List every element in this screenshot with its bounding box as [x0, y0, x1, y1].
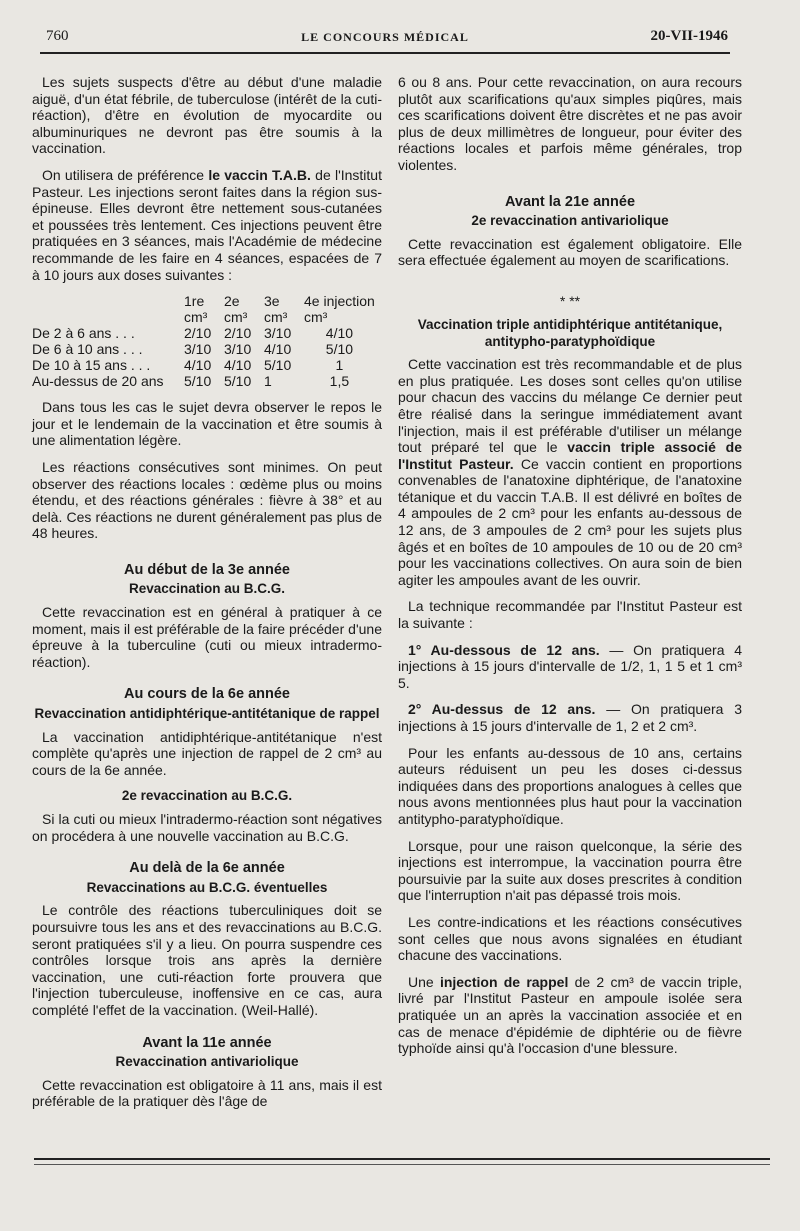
section-subtitle: 2e revaccination antivariolique: [471, 213, 669, 229]
table-header-row: cm³ cm³ cm³ cm³: [184, 309, 328, 326]
paragraph: Une injection de rappel de 2 cm³ de vaccin triple, livré par l'Institut Pasteur en ampoule isolée sera pratiquée un an après la vaccination associée et en cas de menace d'épidémie de diphtérie ou de fièvre typhoïde ainsi qu'à l'occasion d'une blessure.: [398, 973, 742, 1057]
paragraph: Les contre-indications et les réactions consécutives sont celles que nous avons signalées en étudiant chacune des vaccinations.: [398, 913, 742, 964]
table-row: Au-dessus de 20 ans 5/10 5/10 1 1,5: [32, 373, 350, 390]
paragraph: On utilisera de préférence le vaccin T.A.B. de l'Institut Pasteur. Les injections seront faites dans la région sus-épineuse. Elles devront être nettement sous-cutanées et poussées très lentement. Ces injections peuvent être pratiquées en 3 séances, mais l'Académie de médecine recommande de les faire en 4 séances, espacées de 7 à 10 jours aux doses suivantes :: [32, 166, 382, 283]
dose-table: [32, 293, 379, 389]
paragraph: 1° Au-dessous de 12 ans. — On pratiquera 4 injections à 15 jours d'intervalle de 1/2, 1, 1 5 et 1 cm³ 5.: [398, 641, 742, 691]
table-row: De 6 à 10 ans . . . 3/10 3/10 4/10 5/10: [32, 341, 354, 358]
section-title: Vaccination triple antidiphtérique antitétanique, antitypho-paratyphoïdique: [417, 316, 723, 349]
table-row: De 10 à 15 ans . . . 4/10 4/10 5/10 1: [32, 357, 344, 374]
paragraph: Les réactions consécutives sont minimes. On peut observer des réactions locales : œdème plus ou moins étendu, et des réactions générales : fièvre à 38° et au delà. Ces réactions ne durent généralement pas plus de 48 heures.: [32, 458, 382, 542]
paragraph: Lorsque, pour une raison quelconque, la série des injections est interrompue, la vaccination pourra être poursuivie par la suite aux doses prescrites à condition que l'interruption n'ait pas dépassé trois mois.: [398, 837, 742, 904]
paragraph: 2° Au-dessus de 12 ans. — On pratiquera 3 injections à 15 jours d'intervalle de 1, 2 et 2 cm³.: [398, 701, 743, 734]
section-subtitle: Revaccinations au B.C.G. éventuelles: [86, 879, 328, 895]
paragraph: Cette vaccination est très recommandable et de plus en plus pratiquée. Les doses sont celles qu'on utilise pour chacun des vaccins du mélange Ce dernier peut être réalisé dans la seringue immédiatement avant l'injection, mais il est préférable d'utiliser un mélange tout préparé tel que le vaccin triple associé de l'Institut Pasteur. Ce vaccin contient en proportions convenables de l'anatoxine diphtérique, de l'anatoxine tétanique et du vaccin T.A.B. Il est délivré en boîtes de 4 ampoules de 2 cm³ pour les enfants au-dessous de 12 ans, de 3 ampoules de 2 cm³ pour les sujets plus âgés et en boîtes de 10 ampoules de 10 ou de 20 cm³ pour les vaccinations collectives. On aura soin de bien agiter les ampoules avant de les ouvrir.: [398, 356, 742, 588]
paragraph: Si la cuti ou mieux l'intradermo-réaction sont négatives on procédera à une nouvelle vaccination au B.C.G.: [32, 811, 382, 844]
paragraph: Pour les enfants au-dessous de 10 ans, certains auteurs réduisent un peu les doses ci-dessus indiquées dans des proportions analogues à celles que nous avons mentionnées plus haut pour la vaccination antitypho-paratyphoïdique.: [398, 744, 742, 827]
issue-date: 20-VII-1946: [650, 28, 728, 44]
table-header-row: 1re 2e 3e 4e injection: [184, 293, 375, 310]
section-title: Avant la 11e année: [142, 1034, 272, 1051]
section-title: Au cours de la 6e année: [123, 686, 290, 703]
section-title: Au delà de la 6e année: [129, 860, 285, 877]
footer-rule: [34, 1158, 770, 1160]
paragraph: Cette revaccination est obligatoire à 11 ans, mais il est préférable de la pratiquer dès l'âge de: [32, 1076, 382, 1110]
footer-rule-thin: [34, 1164, 770, 1165]
paragraph: Cette revaccination est en général à pratiquer à ce moment, mais il est préférable de la faire précéder d'une épreuve à la tuberculine (cuti ou mieux intradermo-réaction).: [32, 604, 382, 670]
paragraph: Cette revaccination est également obligatoire. Elle sera effectuée également au moyen de scarifications.: [398, 235, 742, 269]
paragraph: Le contrôle des réactions tuberculiniques doit se poursuivre tous les ans et des revaccinations au B.C.G. seront pratiquées s'il y a lieu. On pourra suspendre ces contrôles lorsque trois ans après la dernière vaccination, une cuti-réaction forte prouvera que l'injection tuberculeuse, inoffensive en ce cas, aura complété l'effet de la vaccination. (Weil-Hallé).: [32, 902, 382, 1018]
paragraph: La technique recommandée par l'Institut Pasteur est la suivante :: [398, 598, 742, 632]
section-subtitle: 2e revaccination au B.C.G.: [121, 788, 293, 804]
right-column: [398, 74, 742, 1067]
left-column: [32, 74, 382, 1120]
paragraph: La vaccination antidiphtérique-antitétanique n'est complète qu'après une injection de rappel de 2 cm³ au cours de la 6e année.: [32, 728, 382, 778]
paragraph: Les sujets suspects d'être au début d'une maladie aiguë, d'un état fébrile, de tuberculose (intérêt de la cuti-réaction), d'être en évolution de myocardite ou albuminuriques ne devront pas être soumis à la vaccination.: [32, 74, 382, 157]
section-subtitle: Revaccination au B.C.G.: [128, 581, 286, 597]
section-title: Avant la 21e année: [504, 193, 636, 210]
paragraph: 6 ou 8 ans. Pour cette revaccination, on aura recours plutôt aux scarifications qu'aux simples piqûres, mais ces scarifications doivent être discrètes et ne pas avoir plus de deux millimètres de longueur, pour éviter des réactions locales et parfois même générales, trop violentes.: [398, 74, 742, 173]
journal-title: LE CONCOURS MÉDICAL: [301, 30, 469, 44]
section-subtitle: Revaccination antivariolique: [115, 1054, 299, 1070]
table-row: De 2 à 6 ans . . . 2/10 2/10 3/10 4/10: [32, 325, 354, 342]
asterism-divider: * **: [559, 292, 581, 309]
page-header: [40, 24, 730, 54]
section-subtitle: Revaccination antidiphtérique-antitétanique de rappel: [34, 706, 380, 722]
page-number: 760: [46, 28, 69, 44]
section-title: Au début de la 3e année: [124, 561, 290, 578]
paragraph: Dans tous les cas le sujet devra observer le repos le jour et le lendemain de la vaccination et être soumis à une alimentation légère.: [32, 399, 382, 449]
